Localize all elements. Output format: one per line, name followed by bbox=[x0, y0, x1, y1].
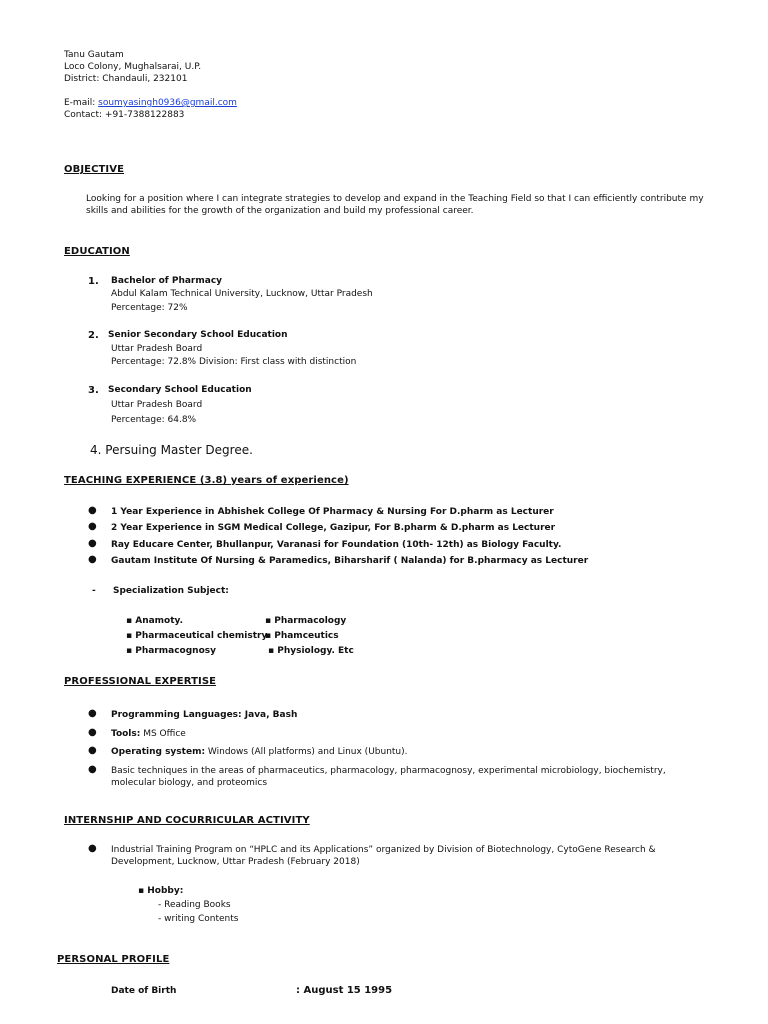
hobby-label: ▪ Hobby: bbox=[138, 886, 184, 896]
education-title-2: Senior Secondary School Education bbox=[108, 330, 288, 340]
email-row bbox=[64, 97, 237, 109]
bullet-icon: ● bbox=[88, 745, 97, 756]
subject-left-1: ▪ Anamoty. bbox=[126, 616, 184, 626]
education-title-3: Secondary School Education bbox=[108, 385, 252, 395]
education-detail-3a: Uttar Pradesh Board bbox=[111, 400, 203, 410]
os-value: Windows (All platforms) and Linux (Ubuntu). bbox=[205, 747, 408, 757]
email-link[interactable]: soumyasingh0936@gmail.com bbox=[98, 98, 237, 108]
basic-techniques: Basic techniques in the areas of pharmaceutics, pharmacology, pharmacognosy, experimental microbiology, biochemistry, molecular biology, and proteomics bbox=[111, 766, 666, 788]
teaching-item-2: 2 Year Experience in SGM Medical College, Gazipur, For B.pharm & D.pharm as Lecturer bbox=[111, 523, 556, 533]
teaching-item-4: Gautam Institute Of Nursing & Paramedics, Biharsharif ( Nalanda) for B.pharmacy as Lecturer bbox=[111, 556, 589, 566]
subject-right-1: ▪ Pharmacology bbox=[265, 616, 347, 626]
candidate-name: Tanu Gautam bbox=[64, 50, 124, 60]
teaching-item-1: 1 Year Experience in Abhishek College Of Pharmacy & Nursing For D.pharm as Lecturer bbox=[111, 507, 554, 517]
email-label: E-mail: bbox=[64, 98, 99, 108]
dash-icon: - bbox=[92, 586, 96, 596]
subject-right-2: ▪ Phamceutics bbox=[265, 631, 339, 641]
bullet-icon: ● bbox=[88, 521, 97, 532]
tools-value: MS Office bbox=[140, 729, 186, 739]
subject-left-2: ▪ Pharmaceutical chemistry bbox=[126, 631, 268, 641]
dob-value: : August 15 1995 bbox=[296, 985, 393, 996]
education-num-2: 2. bbox=[88, 330, 99, 341]
tools-label: Tools: bbox=[111, 729, 141, 739]
hobby-2: - writing Contents bbox=[158, 914, 239, 924]
education-detail-2a: Uttar Pradesh Board bbox=[111, 344, 203, 354]
bullet-icon: ● bbox=[88, 708, 97, 719]
education-heading: EDUCATION bbox=[64, 246, 130, 257]
personal-heading: PERSONAL PROFILE bbox=[57, 954, 170, 965]
objective-heading: OBJECTIVE bbox=[64, 164, 125, 175]
dob-label: Date of Birth bbox=[111, 986, 177, 996]
bullet-icon: ● bbox=[88, 843, 97, 854]
programming-languages: Programming Languages: Java, Bash bbox=[111, 710, 298, 720]
internship-heading: INTERNSHIP AND COCURRICULAR ACTIVITY bbox=[64, 815, 310, 826]
address-line-1: Loco Colony, Mughalsarai, U.P. bbox=[64, 62, 202, 72]
bullet-icon: ● bbox=[88, 764, 97, 775]
contact: Contact: +91-7388122883 bbox=[64, 110, 185, 120]
bullet-icon: ● bbox=[88, 727, 97, 738]
objective-text: Looking for a position where I can integrate strategies to develop and expand in the Teaching Field so that I can efficiently contribute my skills and abilities for the growth of the organization and build my professional career. bbox=[86, 194, 704, 216]
hobby-1: - Reading Books bbox=[158, 900, 231, 910]
bullet-icon: ● bbox=[88, 554, 97, 565]
internship-text: Industrial Training Program on “HPLC and its Applications” organized by Division of Biotechnology, CytoGene Research & Development, Lucknow, Uttar Pradesh (February 2018) bbox=[111, 845, 656, 867]
education-detail-1a: Abdul Kalam Technical University, Lucknow, Uttar Pradesh bbox=[111, 289, 373, 299]
bullet-icon: ● bbox=[88, 538, 97, 549]
teaching-heading: TEACHING EXPERIENCE (3.8) years of experience) bbox=[64, 475, 349, 486]
education-num-1: 1. bbox=[88, 276, 99, 287]
address-line-2: District: Chandauli, 232101 bbox=[64, 74, 188, 84]
expertise-heading: PROFESSIONAL EXPERTISE bbox=[64, 676, 217, 687]
education-item-4: 4. Persuing Master Degree. bbox=[90, 443, 253, 457]
os-row bbox=[111, 746, 408, 758]
education-title-1: Bachelor of Pharmacy bbox=[111, 276, 223, 286]
subject-left-3: ▪ Pharmacognosy bbox=[126, 646, 216, 656]
education-detail-3b: Percentage: 64.8% bbox=[111, 415, 197, 425]
bullet-icon: ● bbox=[88, 505, 97, 516]
specialization-label: Specialization Subject: bbox=[113, 586, 229, 596]
tools-row bbox=[111, 728, 186, 740]
education-detail-1b: Percentage: 72% bbox=[111, 303, 188, 313]
teaching-item-3: Ray Educare Center, Bhullanpur, Varanasi for Foundation (10th- 12th) as Biology Faculty. bbox=[111, 540, 562, 550]
education-detail-2b: Percentage: 72.8% Division: First class with distinction bbox=[111, 357, 357, 367]
os-label: Operating system: bbox=[111, 747, 206, 757]
subject-right-3: ▪ Physiology. Etc bbox=[268, 646, 354, 656]
education-num-3: 3. bbox=[88, 385, 99, 396]
